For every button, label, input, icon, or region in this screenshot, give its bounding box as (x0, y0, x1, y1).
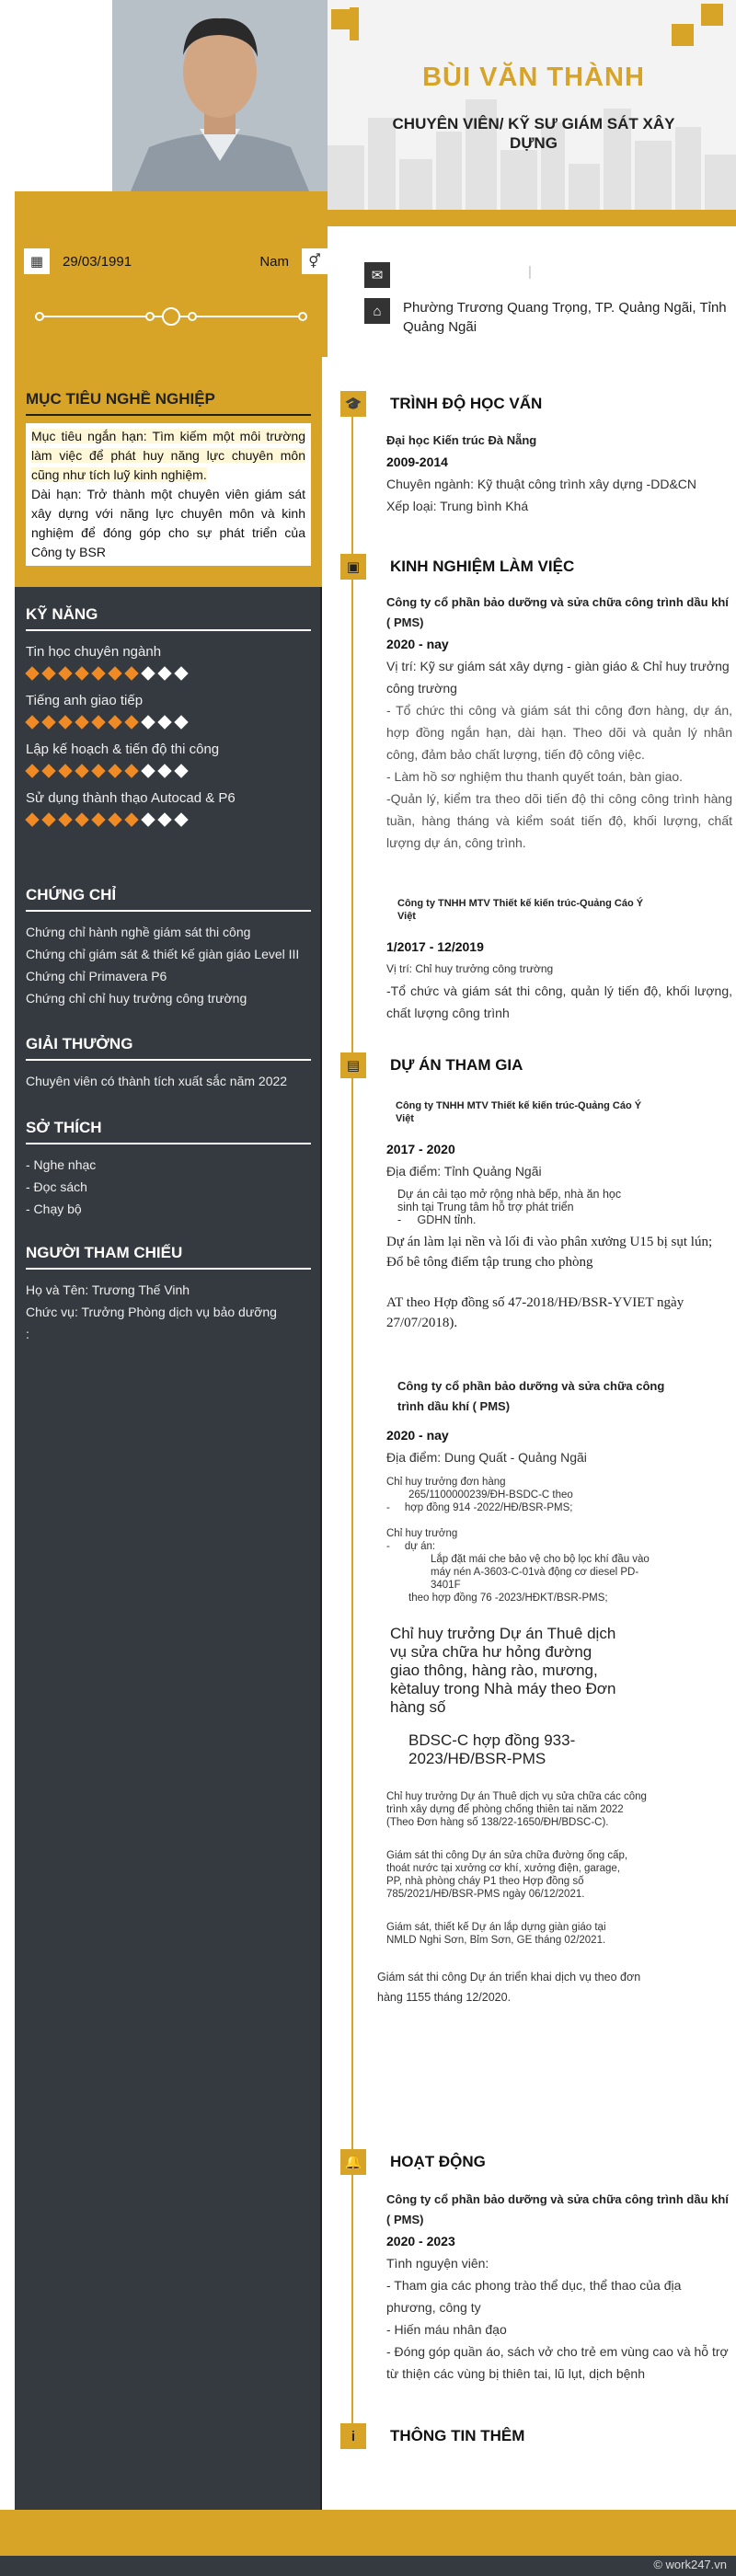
rating-filled-icon (58, 715, 72, 729)
project-desc: - dự án: (386, 1541, 436, 1552)
education-entry (386, 431, 732, 517)
skills-section (15, 605, 322, 826)
project-place: Địa điểm: Tỉnh Quảng Ngãi (386, 1164, 542, 1179)
slider-dot (298, 312, 307, 321)
bell-icon: 🔔 (340, 2149, 366, 2175)
address-row (364, 298, 736, 337)
skill-rating (26, 716, 311, 729)
rating-empty-icon (141, 764, 155, 777)
deco-square (672, 24, 694, 46)
project-desc: - hợp đồng 914 -2022/HĐ/BSR-PMS; (386, 1502, 573, 1513)
job-duty: - Tổ chức thi công và giám sát thi công đơn hàng, dự án, hợp đồng ngắn hạn, dài hạn. Theo dõi và quản lý nhân công, đảm bảo chất lượng, tiến độ công việc. (386, 703, 732, 762)
job-duty: -Tổ chức và giám sát thi công, quản lý tiến độ, khối lượng, chất lượng công trình (386, 983, 732, 1020)
project-entry (377, 1376, 732, 2007)
certificates-title: CHỨNG CHỈ (26, 886, 311, 912)
objective-long: Dài hạn: Trở thành một chuyên viên giám sát xây dựng với năng lực chuyên môn và kinh nghiệm để đóng góp cho sự phát triển của Công ty BSR (31, 487, 305, 559)
job-position: Vị trí: Kỹ sư giám sát xây dựng - giàn giáo & Chỉ huy trưởng công trường (386, 659, 730, 696)
experience-entry (386, 897, 732, 1024)
project-desc: Giám sát thi công Dự án triển khai dịch vụ theo đơn hàng 1155 tháng 12/2020. (377, 1971, 641, 2004)
rating-filled-icon (41, 812, 55, 826)
hobbies-section (15, 1119, 322, 1220)
rating-empty-icon (174, 764, 188, 777)
awards-title: GIẢI THƯỞNG (26, 1035, 311, 1061)
rating-filled-icon (75, 715, 88, 729)
objective-section (15, 357, 322, 587)
rating-filled-icon (58, 812, 72, 826)
deco-square (350, 7, 359, 40)
rating-filled-icon (25, 812, 39, 826)
company-name: Công ty cổ phần bảo dưỡng và sửa chữa công trình dầu khí ( PMS) (386, 595, 729, 629)
info-icon: i (340, 2423, 366, 2449)
job-period: 2020 - nay (386, 637, 449, 651)
rating-filled-icon (124, 764, 138, 777)
project-desc: Chỉ huy trưởng Dự án Thuê dịch vụ sửa chữa hư hỏng đường giao thông, hàng rào, mương, kètaluy trong Nhà máy theo Đơn hàng số (390, 1625, 616, 1716)
certificate-item: Chứng chỉ Primavera P6 (26, 969, 167, 983)
project-desc: Chỉ huy trưởng Dự án Thuê dịch vụ sửa chữa các công trình xây dựng để phòng chống thiên tai năm 2022 (Theo Đơn hàng số 138/22-1650/ĐH/BDSC-C). (386, 1791, 647, 1828)
avatar (112, 0, 328, 191)
rating-empty-icon (141, 715, 155, 729)
rating-filled-icon (91, 812, 105, 826)
rating-filled-icon (108, 764, 121, 777)
rating-empty-icon (157, 715, 171, 729)
mail-icon: ✉ (364, 262, 390, 288)
project-period: 2017 - 2020 (386, 1142, 455, 1156)
rating-empty-icon (157, 666, 171, 680)
education-header (340, 391, 736, 417)
rating-filled-icon (58, 666, 72, 680)
skill-item (26, 644, 311, 680)
activity-item: - Đóng góp quần áo, sách vở cho trẻ em vùng cao và hỗ trợ từ thiện các vùng bị thiên tai, lũ lụt, dịch bệnh (386, 2344, 729, 2381)
activity-entry (386, 2190, 732, 2385)
job-title: CHUYÊN VIÊN/ KỸ SƯ GIÁM SÁT XÂY DỰNG (392, 115, 675, 152)
certificates-section (15, 886, 322, 1009)
rating-filled-icon (25, 715, 39, 729)
project-org: Công ty cổ phần bảo dưỡng và sửa chữa công trình dầu khí ( PMS) (397, 1379, 665, 1413)
slider-dot (162, 307, 180, 326)
projects-header (340, 1052, 736, 1078)
skill-label: Tin học chuyên ngành (26, 644, 162, 660)
certificate-item: Chứng chỉ giám sát & thiết kế giàn giáo Level III (26, 947, 300, 961)
objective-title: MỤC TIÊU NGHỀ NGHIỆP (26, 390, 311, 416)
education-major: Chuyên ngành: Kỹ thuật công trình xây dựng -DD&CN (386, 477, 696, 491)
project-desc: - GDHN tỉnh. (397, 1213, 477, 1226)
education-grade: Xếp loại: Trung bình Khá (386, 499, 529, 513)
candidate-name: BÙI VĂN THÀNH (422, 63, 645, 92)
skills-title: KỸ NĂNG (26, 605, 311, 631)
project-desc: theo hợp đồng 76 -2023/HĐKT/BSR-PMS; (408, 1593, 608, 1604)
contact-separator: | (528, 264, 532, 280)
rating-filled-icon (25, 666, 39, 680)
experience-header (340, 554, 736, 580)
job-period: 1/2017 - 12/2019 (386, 939, 484, 954)
rating-filled-icon (124, 666, 138, 680)
hobbies-title: SỞ THÍCH (26, 1119, 311, 1144)
slider-dot (145, 312, 155, 321)
awards-section (15, 1035, 322, 1092)
deco-square (331, 9, 351, 29)
hobby-item: - Chạy bộ (26, 1202, 82, 1216)
skill-label: Tiếng anh giao tiếp (26, 693, 144, 708)
activity-role: Tình nguyện viên: (386, 2256, 489, 2271)
reference-item: Họ và Tên: Trương Thế Vinh (26, 1282, 190, 1297)
address-value: Phường Trương Quang Trọng, TP. Quảng Ngãi, Tỉnh Quảng Ngãi (403, 300, 727, 335)
calendar-icon: ▦ (24, 248, 50, 274)
job-duty: - Làm hồ sơ nghiệm thu thanh quyết toán, bàn giao. (386, 769, 684, 784)
home-icon: ⌂ (364, 298, 390, 324)
project-desc: AT theo Hợp đồng số 47-2018/HĐ/BSR-YVIET ngày 27/07/2018). (386, 1295, 684, 1330)
project-desc: Chỉ huy trưởng đơn hàng (386, 1477, 506, 1488)
extra-title: THÔNG TIN THÊM (390, 2427, 525, 2444)
rating-filled-icon (91, 715, 105, 729)
project-period: 2020 - nay (386, 1428, 449, 1443)
skills-list (15, 644, 322, 826)
rating-empty-icon (141, 812, 155, 826)
rating-empty-icon (174, 666, 188, 680)
rating-filled-icon (41, 764, 55, 777)
briefcase-icon: ▣ (340, 554, 366, 580)
rating-filled-icon (108, 666, 121, 680)
slider-dot (35, 312, 44, 321)
rating-empty-icon (157, 764, 171, 777)
certificate-item: Chứng chỉ hành nghề giám sát thi công (26, 925, 251, 939)
skill-rating (26, 765, 311, 777)
graduation-cap-icon: 🎓 (340, 391, 366, 417)
rating-empty-icon (157, 812, 171, 826)
activities-title: HOẠT ĐỘNG (390, 2153, 486, 2170)
rating-filled-icon (41, 715, 55, 729)
experience-title: KINH NGHIỆM LÀM VIỆC (390, 558, 575, 575)
experience-entry (386, 592, 732, 854)
certificate-item: Chứng chỉ chỉ huy trưởng công trường (26, 991, 247, 1006)
rating-empty-icon (174, 715, 188, 729)
gender-icon: ⚥ (302, 248, 328, 274)
reference-item: Chức vụ: Trưởng Phòng dịch vụ bảo dưỡng (26, 1305, 277, 1319)
rating-filled-icon (75, 764, 88, 777)
rating-filled-icon (91, 666, 105, 680)
footer-band (0, 2510, 736, 2556)
skill-label: Sử dụng thành thạo Autocad & P6 (26, 790, 236, 806)
rating-filled-icon (108, 812, 121, 826)
job-duty: -Quản lý, kiểm tra theo dõi tiến độ thi công công trình hàng tuần, hàng tháng và kiểm soát tiến độ, khối lượng, chất lượng dự án, công trình. (386, 791, 732, 850)
project-desc: Lắp đặt mái che bảo vệ cho bộ lọc khí đầu vào máy nén A-3603-C-01và động cơ diesel PD-3401F (431, 1554, 650, 1591)
reference-title: NGƯỜI THAM CHIẾU (26, 1244, 311, 1270)
school-name: Đại học Kiến trúc Đà Nẵng (386, 433, 537, 447)
project-desc: BDSC-C hợp đồng 933-2023/HĐ/BSR-PMS (408, 1731, 576, 1767)
gender-value: Nam (259, 253, 289, 270)
activity-item: - Tham gia các phong trào thể dục, thể thao của địa phương, công ty (386, 2278, 682, 2315)
project-desc: Dự án cải tạo mở rộng nhà bếp, nhà ăn học sinh tại Trung tâm hỗ trợ phát triển (397, 1188, 622, 1213)
gold-strip (328, 210, 736, 226)
project-desc: Giám sát, thiết kế Dự án lắp dựng giàn giáo tại NMLD Nghi Sơn, Bỉm Sơn, GE tháng 02/2021. (386, 1922, 606, 1946)
reference-item: : (26, 1327, 29, 1341)
project-place: Địa điểm: Dung Quất - Quảng Ngãi (386, 1450, 587, 1465)
email-row (364, 262, 736, 288)
award-item: Chuyên viên có thành tích xuất sắc năm 2022 (26, 1074, 288, 1088)
hobby-item: - Đọc sách (26, 1179, 87, 1194)
project-org: Công ty TNHH MTV Thiết kế kiến trúc-Quảng Cáo Ý Việt (396, 1100, 642, 1124)
skill-item (26, 790, 311, 826)
activities-header (340, 2149, 736, 2175)
objective-short: Mục tiêu ngắn hạn: Tìm kiếm một môi trường làm việc để phát huy năng lực chuyên môn cũng như tích luỹ kinh nghiệm. (31, 429, 305, 482)
decorative-slider (35, 305, 307, 328)
project-desc: Dự án làm lại nền và lối đi vào phân xưởng U15 bị sụt lún; Đổ bê tông điểm tập trung cho phòng (386, 1235, 713, 1270)
rating-filled-icon (75, 666, 88, 680)
company-name: Công ty TNHH MTV Thiết kế kiến trúc-Quảng Cáo Ý Việt (397, 898, 644, 922)
extra-header (340, 2423, 736, 2449)
slider-dot (188, 312, 197, 321)
rating-filled-icon (75, 812, 88, 826)
education-period: 2009-2014 (386, 454, 448, 469)
deco-square (701, 4, 723, 26)
rating-filled-icon (108, 715, 121, 729)
footer-bar (0, 2556, 736, 2576)
skill-label: Lập kế hoạch & tiến độ thi công (26, 742, 220, 757)
rating-filled-icon (91, 764, 105, 777)
job-position: Vị trí: Chỉ huy trưởng công trường (386, 962, 554, 975)
hobby-item: - Nghe nhạc (26, 1157, 97, 1172)
activity-item: - Hiến máu nhân đạo (386, 2322, 507, 2337)
personal-info-panel (15, 191, 328, 357)
projects-title: DỰ ÁN THAM GIA (390, 1056, 523, 1074)
reference-section (15, 1244, 322, 1345)
education-title: TRÌNH ĐỘ HỌC VẤN (390, 395, 543, 412)
skill-item (26, 742, 311, 777)
objective-box (26, 423, 311, 566)
portrait-photo (112, 0, 328, 191)
rating-filled-icon (25, 764, 39, 777)
rating-empty-icon (174, 812, 188, 826)
rating-filled-icon (41, 666, 55, 680)
skill-rating (26, 813, 311, 826)
timeline-line (351, 405, 353, 2447)
project-desc: 265/1100000239/ĐH-BSDC-C theo (408, 1489, 573, 1501)
activity-period: 2020 - 2023 (386, 2234, 455, 2248)
rating-filled-icon (58, 764, 72, 777)
project-desc: Giám sát thi công Dự án sửa chữa đường ống cấp, thoát nước tại xưởng cơ khí, xưởng điện, garage, PP, nhà phòng cháy P1 theo Hợp đồng số 785/2021/HĐ/BSR-PMS ngày 06/12/2021. (386, 1850, 628, 1900)
rating-empty-icon (141, 666, 155, 680)
skill-rating (26, 667, 311, 680)
rating-filled-icon (124, 715, 138, 729)
project-icon: ▤ (340, 1052, 366, 1078)
watermark: © work247.vn (653, 2558, 727, 2571)
activity-org: Công ty cổ phần bảo dưỡng và sửa chữa công trình dầu khí ( PMS) (386, 2192, 729, 2226)
project-entry (386, 1099, 732, 1333)
dob-row (24, 248, 328, 274)
dob-value: 29/03/1991 (63, 253, 132, 270)
skill-item (26, 693, 311, 729)
project-desc: Chỉ huy trưởng (386, 1528, 458, 1539)
rating-filled-icon (124, 812, 138, 826)
